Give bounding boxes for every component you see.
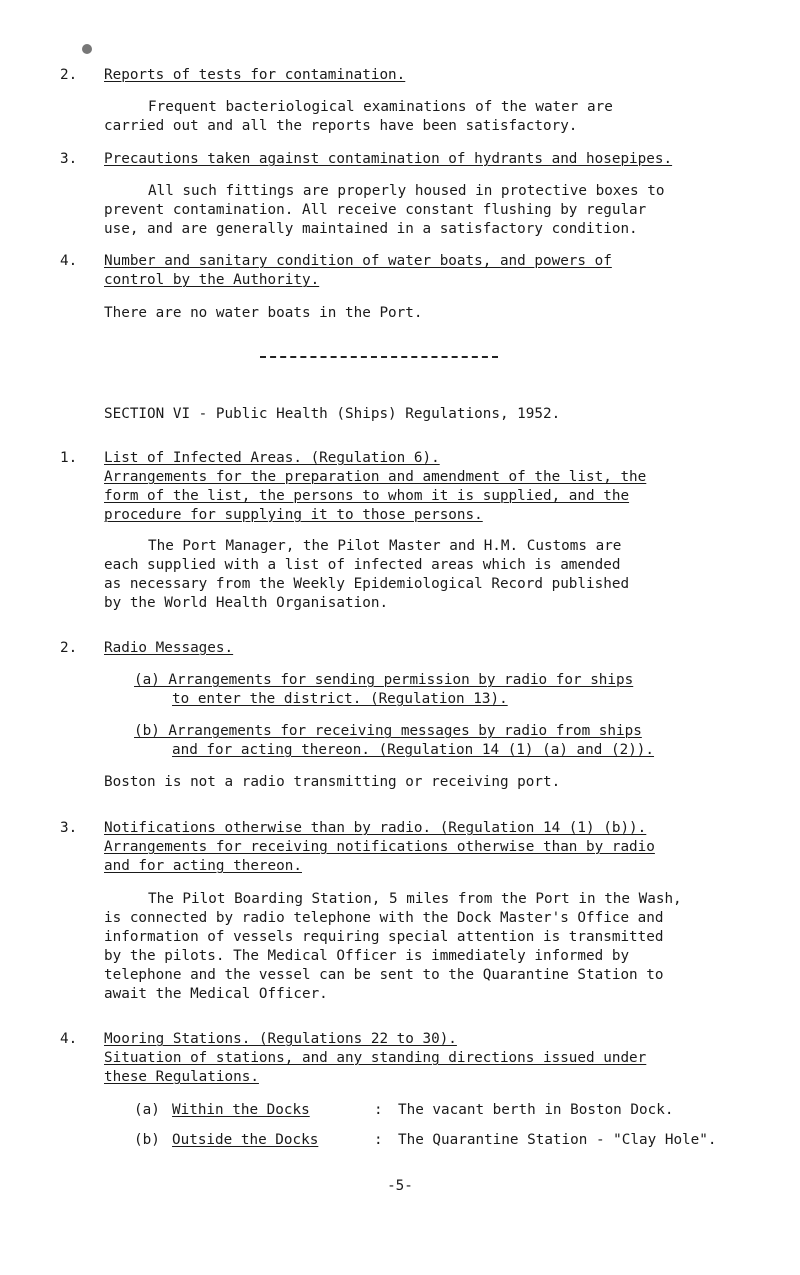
item-heading: these Regulations. — [104, 1069, 259, 1085]
section-divider — [260, 356, 498, 358]
item-heading: Precautions taken against contamination of hydrants and hosepipes. — [104, 151, 673, 167]
item-heading: Situation of stations, and any standing directions issued under — [104, 1050, 647, 1066]
item-number: 2. — [60, 640, 78, 656]
item-number: 3. — [60, 151, 78, 167]
paragraph-line: There are no water boats in the Port. — [104, 305, 423, 321]
item-heading: Number and sanitary condition of water boats, and powers of — [104, 253, 612, 269]
item-heading: procedure for supplying it to those persons. — [104, 507, 483, 523]
paragraph-line: The Port Manager, the Pilot Master and H.M. Customs are — [148, 538, 622, 554]
sub-item-separator: : — [374, 1132, 383, 1148]
paragraph-line: All such fittings are properly housed in protective boxes to — [148, 183, 665, 199]
paragraph-line: Frequent bacteriological examinations of the water are — [148, 99, 613, 115]
item-heading: and for acting thereon. — [104, 858, 302, 874]
item-number: 1. — [60, 450, 78, 466]
item-heading: Mooring Stations. (Regulations 22 to 30). — [104, 1031, 457, 1047]
paragraph-line: as necessary from the Weekly Epidemiological Record published — [104, 576, 630, 592]
item-number: 2. — [60, 67, 78, 83]
sub-item-term: Outside the Docks — [172, 1132, 319, 1148]
item-number: 3. — [60, 820, 78, 836]
sub-item-label: (b) — [134, 1132, 160, 1148]
item-heading: Reports of tests for contamination. — [104, 67, 406, 83]
sub-item-term: Within the Docks — [172, 1102, 310, 1118]
sub-item-b: (b) Arrangements for receiving messages by radio from ships — [134, 723, 642, 739]
paragraph-line: by the World Health Organisation. — [104, 595, 389, 611]
sub-item-text: The Quarantine Station - "Clay Hole". — [398, 1132, 717, 1148]
paragraph-line: use, and are generally maintained in a satisfactory condition. — [104, 221, 638, 237]
sub-item-separator: : — [374, 1102, 383, 1118]
paragraph-line: The Pilot Boarding Station, 5 miles from the Port in the Wash, — [148, 891, 682, 907]
sub-item-a: to enter the district. (Regulation 13). — [172, 691, 508, 707]
paragraph-line: Boston is not a radio transmitting or receiving port. — [104, 774, 561, 790]
paragraph-line: is connected by radio telephone with the Dock Master's Office and — [104, 910, 664, 926]
paragraph-line: by the pilots. The Medical Officer is immediately informed by — [104, 948, 630, 964]
sub-item-label: (a) — [134, 1102, 160, 1118]
item-heading: Radio Messages. — [104, 640, 234, 656]
item-heading: Arrangements for receiving notifications otherwise than by radio — [104, 839, 655, 855]
section-title: SECTION VI - Public Health (Ships) Regulations, 1952. — [104, 406, 561, 422]
item-number: 4. — [60, 1031, 78, 1047]
paragraph-line: each supplied with a list of infected areas which is amended — [104, 557, 621, 573]
paragraph-line: await the Medical Officer. — [104, 986, 328, 1002]
paragraph-line: carried out and all the reports have been satisfactory. — [104, 118, 578, 134]
paragraph-line: telephone and the vessel can be sent to the Quarantine Station to — [104, 967, 664, 983]
item-number: 4. — [60, 253, 78, 269]
item-heading: Arrangements for the preparation and amendment of the list, the — [104, 469, 647, 485]
item-heading: form of the list, the persons to whom it is supplied, and the — [104, 488, 630, 504]
sub-item-text: The vacant berth in Boston Dock. — [398, 1102, 674, 1118]
paragraph-line: prevent contamination. All receive constant flushing by regular — [104, 202, 647, 218]
item-heading: control by the Authority. — [104, 272, 320, 288]
item-heading: Notifications otherwise than by radio. (Regulation 14 (1) (b)). — [104, 820, 647, 836]
scan-mark — [82, 44, 92, 54]
page-number: -5- — [387, 1178, 413, 1194]
paragraph-line: information of vessels requiring special attention is transmitted — [104, 929, 664, 945]
sub-item-b: and for acting thereon. (Regulation 14 (1) (a) and (2)). — [172, 742, 655, 758]
item-heading: List of Infected Areas. (Regulation 6). — [104, 450, 440, 466]
sub-item-a: (a) Arrangements for sending permission by radio for ships — [134, 672, 634, 688]
